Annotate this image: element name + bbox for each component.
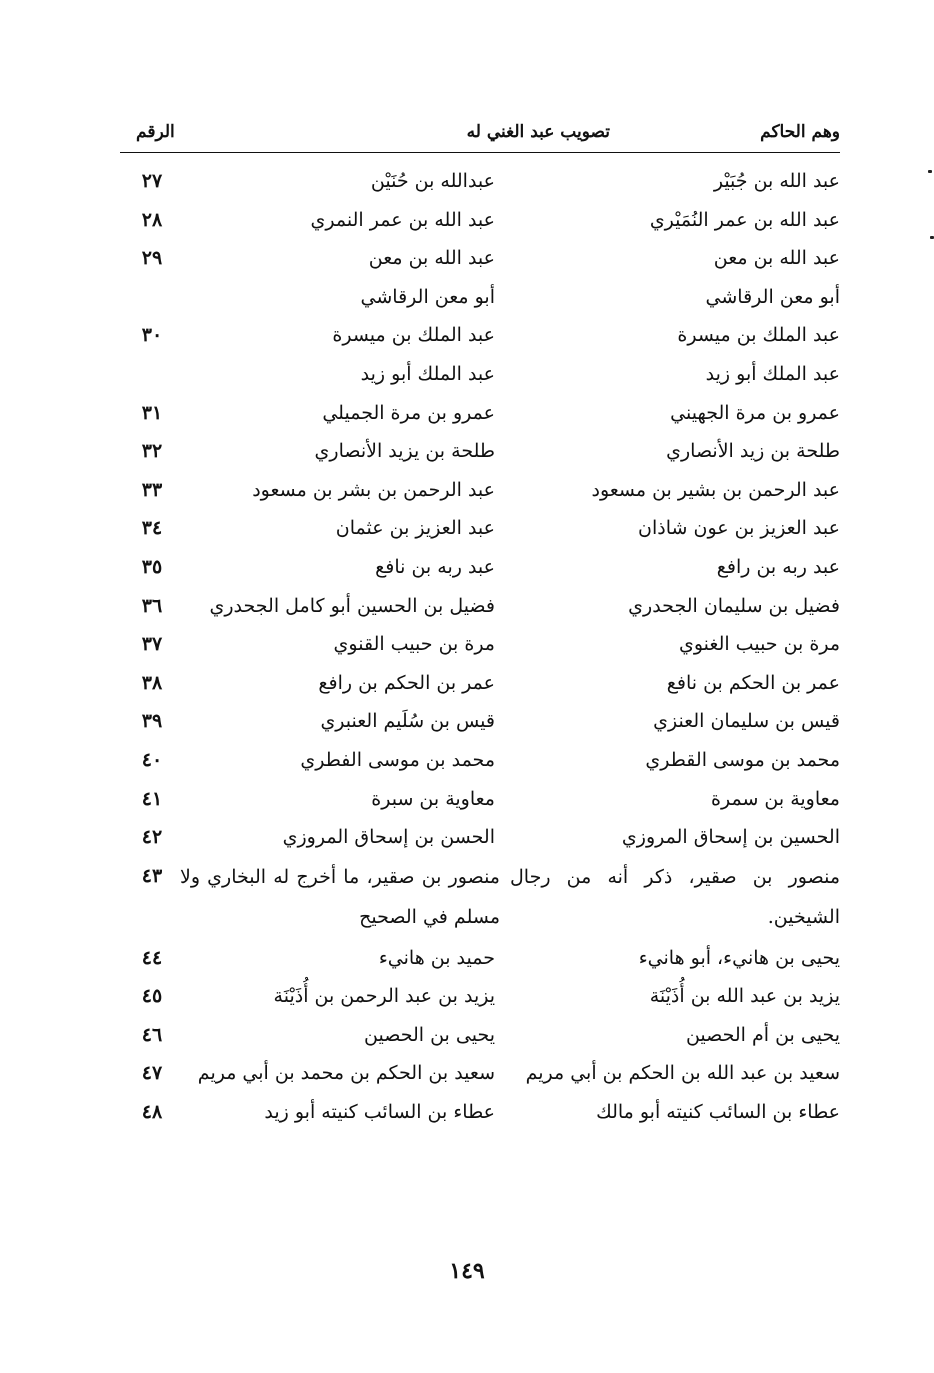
table-row bbox=[120, 201, 840, 240]
cell-hakim: عبد الملك بن ميسرة bbox=[677, 324, 840, 347]
cell-hakim: معاوية بن سمرة bbox=[711, 787, 840, 810]
cell-hakim: عبد الله بن عمر النُمَيْري bbox=[649, 208, 840, 231]
cell-hakim: يحيى بن هانيء، أبو هانيء bbox=[638, 946, 840, 969]
cell-number: ٣٥ bbox=[141, 555, 163, 578]
cell-hakim: قيس بن سليمان العنزي bbox=[653, 710, 840, 733]
cell-abd-al-ghani: عمر بن الحكم بن رافع bbox=[318, 671, 495, 694]
cell-abd-al-ghani: يزيد بن عبد الرحمن بن أُذَيْنَة bbox=[273, 985, 495, 1008]
cell-abd-al-ghani: طلحة بن يزيد الأنصاري bbox=[314, 440, 495, 463]
table-row bbox=[120, 1016, 840, 1055]
cell-number: ٢٨ bbox=[141, 208, 163, 231]
table-row bbox=[120, 977, 840, 1016]
cell-abd-al-ghani: قيس بن سُلَيم العنبري bbox=[320, 710, 495, 733]
cell-hakim: عمرو بن مرة الجهيني bbox=[670, 401, 840, 424]
cell-hakim: مرة بن حبيب الغنوي bbox=[678, 633, 840, 656]
table-row bbox=[120, 587, 840, 626]
cell-abd-al-ghani: الحسن بن إسحاق المروزي bbox=[282, 826, 495, 849]
cell-hakim: عبد الله بن معن bbox=[713, 247, 840, 270]
cell-hakim: طلحة بن زيد الأنصاري bbox=[666, 440, 840, 463]
table-row bbox=[120, 857, 840, 939]
cell-number: ٤٨ bbox=[141, 1101, 163, 1124]
table-row bbox=[120, 509, 840, 548]
cell-hakim: أبو معن الرقاشي bbox=[705, 285, 840, 308]
table-row bbox=[120, 316, 840, 355]
cell-number: ٢٧ bbox=[141, 170, 163, 192]
header-hakim: وهم الحاكم bbox=[760, 122, 840, 142]
cell-number: ٣٨ bbox=[141, 671, 163, 694]
cell-abd-al-ghani: معاوية بن سبرة bbox=[371, 787, 495, 810]
cell-number: ٤٠ bbox=[141, 748, 163, 771]
cell-abd-al-ghani: فضيل بن الحسين أبو كامل الجحدري bbox=[209, 594, 495, 617]
table-row bbox=[120, 548, 840, 587]
table-body bbox=[120, 162, 840, 1132]
page-number: ١٤٩ bbox=[449, 1258, 485, 1284]
cell-number: ٣٢ bbox=[141, 440, 163, 463]
table-row bbox=[120, 625, 840, 664]
margin-mark bbox=[928, 170, 932, 173]
cell-abd-al-ghani: عبد الله بن عمر النمري bbox=[310, 208, 495, 231]
cell-hakim: محمد بن موسى القطري bbox=[645, 748, 840, 771]
cell-abd-al-ghani: مرة بن حبيب القنوي bbox=[333, 633, 495, 656]
table-row bbox=[120, 939, 840, 978]
cell-abd-al-ghani: عبد الرحمن بن بشر بن مسعود bbox=[252, 478, 495, 501]
table-row bbox=[120, 239, 840, 278]
table-row bbox=[120, 355, 840, 394]
table-row bbox=[120, 702, 840, 741]
cell-number: ٣١ bbox=[141, 401, 163, 424]
cell-number: ٤٤ bbox=[141, 946, 163, 969]
cell-number: ٣٣ bbox=[141, 478, 163, 501]
cell-abd-al-ghani: يحيى بن الحصين bbox=[364, 1023, 495, 1046]
table-row bbox=[120, 818, 840, 857]
cell-abd-al-ghani: عبد الله بن معن bbox=[368, 247, 495, 270]
table-row bbox=[120, 394, 840, 433]
cell-number: ٤٥ bbox=[141, 985, 163, 1008]
cell-number: ٢٩ bbox=[141, 247, 163, 270]
cell-number: ٤٧ bbox=[141, 1062, 163, 1085]
cell-hakim: سعيد بن عبد الله بن الحكم بن أبي مريم bbox=[525, 1062, 840, 1085]
table-row bbox=[120, 471, 840, 510]
cell-number: ٤١ bbox=[141, 787, 163, 810]
cell-hakim: فضيل بن سليمان الجحدري bbox=[628, 594, 840, 617]
cell-abd-al-ghani: عبد ربه بن نافع bbox=[375, 555, 495, 578]
header-abd-al-ghani: تصويب عبد الغني له bbox=[466, 122, 610, 142]
cell-number: ٣٠ bbox=[141, 324, 163, 347]
cell-number: ٤٢ bbox=[141, 826, 163, 849]
cell-hakim: الحسين بن إسحاق المروزي bbox=[621, 826, 840, 849]
cell-abd-al-ghani: عطاء بن السائب كنيته أبو زيد bbox=[264, 1101, 495, 1124]
table-row bbox=[120, 741, 840, 780]
cell-hakim: يزيد بن عبد الله بن أُذَيْنَة bbox=[649, 985, 840, 1008]
cell-hakim: عبد ربه بن رافع bbox=[716, 555, 840, 578]
cell-abd-al-ghani: سعيد بن الحكم بن محمد بن أبي مريم bbox=[197, 1062, 495, 1085]
table-row bbox=[120, 432, 840, 471]
cell-number: ٣٩ bbox=[141, 710, 163, 733]
cell-number: ٤٣ bbox=[141, 864, 163, 887]
cell-hakim: عبد الملك أبو زيد bbox=[705, 362, 840, 385]
cell-hakim: عبد الرحمن بن بشير بن مسعود bbox=[591, 478, 840, 501]
cell-abd-al-ghani: حميد بن هانيء bbox=[378, 946, 495, 969]
table-row bbox=[120, 1054, 840, 1093]
cell-number: ٣٧ bbox=[141, 633, 163, 656]
table-row bbox=[120, 664, 840, 703]
cell-abd-al-ghani: عبدالله بن حُنَيْن bbox=[370, 170, 495, 192]
cell-number: ٣٤ bbox=[141, 517, 163, 540]
cell-hakim: منصور بن صقير، ذكر أنه من رجال الشيخين. bbox=[510, 865, 840, 928]
cell-hakim: يحيى بن أم الحصين bbox=[685, 1023, 840, 1046]
margin-mark bbox=[930, 236, 934, 239]
cell-abd-al-ghani: منصور بن صقير، ما أخرج له البخاري ولا مسلم في الصحيح bbox=[180, 865, 500, 928]
table-row bbox=[120, 1093, 840, 1132]
cell-abd-al-ghani: عمرو بن مرة الجميلي bbox=[322, 401, 495, 424]
cell-hakim: عمر بن الحكم بن نافع bbox=[666, 671, 840, 694]
cell-abd-al-ghani: عبد العزيز بن عثمان bbox=[335, 517, 495, 540]
cell-hakim: عبد العزيز بن عون شاذان bbox=[638, 517, 840, 540]
cell-abd-al-ghani: عبد الملك أبو زيد bbox=[360, 362, 495, 385]
table-row bbox=[120, 780, 840, 819]
cell-number: ٤٦ bbox=[141, 1023, 163, 1046]
cell-abd-al-ghani: أبو معن الرقاشي bbox=[360, 285, 495, 308]
cell-abd-al-ghani: عبد الملك بن ميسرة bbox=[332, 324, 495, 347]
cell-number: ٣٦ bbox=[141, 594, 163, 617]
cell-hakim: عطاء بن السائب كنيته أبو مالك bbox=[596, 1101, 840, 1124]
table-row bbox=[120, 278, 840, 317]
table-header bbox=[120, 112, 840, 153]
cell-abd-al-ghani: محمد بن موسى الفطري bbox=[300, 748, 495, 771]
cell-hakim: عبد الله بن جُبَيْر bbox=[713, 170, 840, 192]
table-row bbox=[120, 162, 840, 201]
header-number: الرقم bbox=[136, 122, 175, 142]
